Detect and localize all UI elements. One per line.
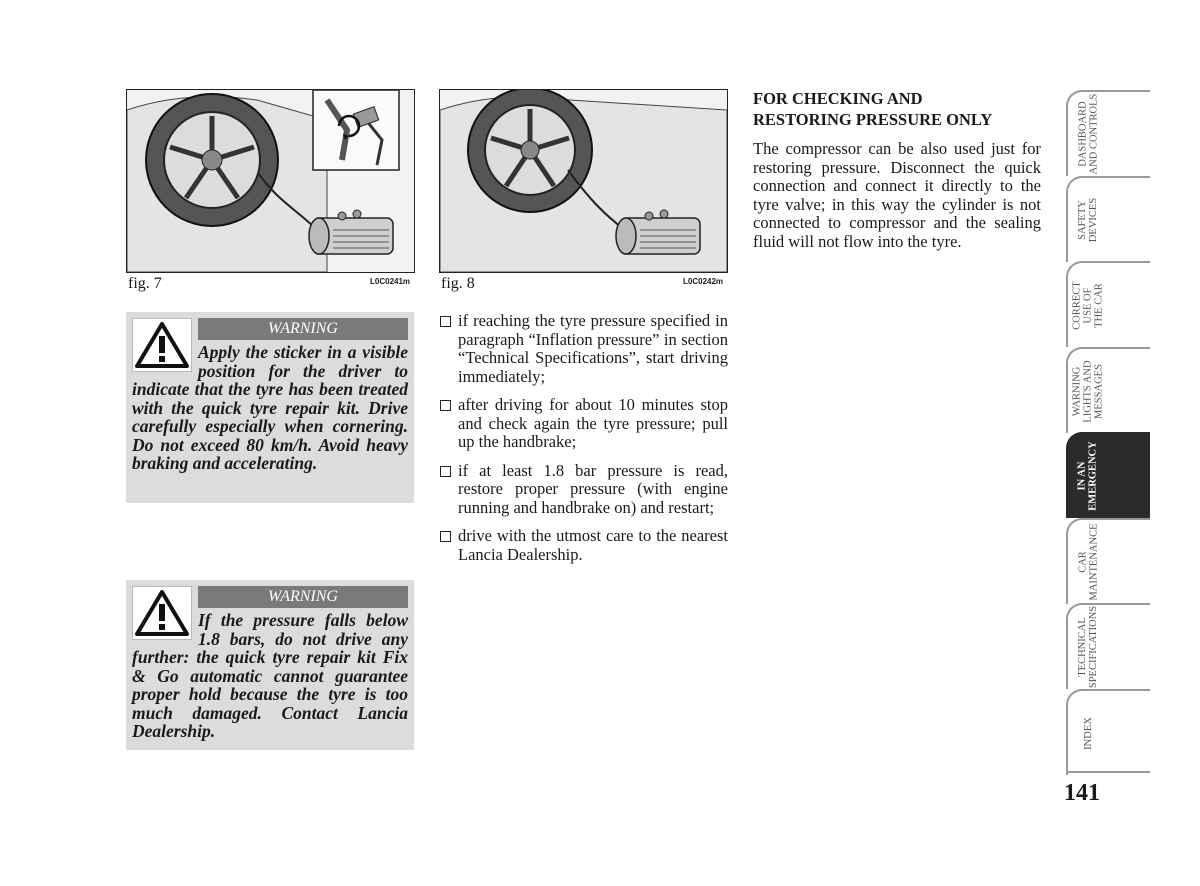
figure-8-label: fig. 8 bbox=[441, 275, 475, 292]
checkbox-bullet-icon bbox=[440, 316, 451, 327]
warning-text: If the pressure falls below 1.8 bars, do not drive any further: the quick tyre repair kit Fix & Go automatic cannot guarantee proper hold because the tyre is too much damaged. Contact Lancia Dealership. bbox=[132, 610, 408, 741]
warning-title: WARNING bbox=[198, 318, 408, 340]
page-number: 141 bbox=[1064, 780, 1100, 806]
figure-8-code: L0C0242m bbox=[683, 277, 724, 286]
figure-7-code: L0C0241m bbox=[370, 277, 411, 286]
tab-technical-specifications[interactable]: TECHNICAL SPECIFICATIONS bbox=[1066, 603, 1150, 689]
tab-car-maintenance[interactable]: CAR MAINTENANCE bbox=[1066, 518, 1150, 604]
figure-8-image bbox=[439, 89, 728, 273]
section-heading: FOR CHECKING AND RESTORING PRESSURE ONLY bbox=[753, 89, 993, 129]
tab-index[interactable]: INDEX bbox=[1066, 689, 1150, 775]
tab-safety-devices[interactable]: SAFETY DEVICES bbox=[1066, 176, 1150, 262]
figure-7-label: fig. 7 bbox=[128, 275, 162, 292]
tab-dashboard-and-controls[interactable]: DASHBOARD AND CONTROLS bbox=[1066, 90, 1150, 176]
checkbox-bullet-icon bbox=[440, 466, 451, 477]
list-item: if at least 1.8 bar pressure is read, restore proper pressure (with engine running and handbrake on) and restart; bbox=[438, 462, 728, 518]
warning-box-sticker bbox=[126, 312, 414, 503]
list-item: if reaching the tyre pressure specified in paragraph “Inflation pressure” in section “Technical Specifications”, start driving immediately; bbox=[438, 312, 728, 386]
instruction-list bbox=[438, 312, 728, 574]
figure-7-image bbox=[126, 89, 415, 273]
tabs-bottom-rule bbox=[1066, 771, 1150, 773]
warning-box-pressure bbox=[126, 580, 414, 750]
checkbox-bullet-icon bbox=[440, 400, 451, 411]
warning-title: WARNING bbox=[198, 586, 408, 608]
list-item: drive with the utmost care to the nearest Lancia Dealership. bbox=[438, 527, 728, 564]
checkbox-bullet-icon bbox=[440, 531, 451, 542]
tab-in-an-emergency[interactable]: IN AN EMERGENCY bbox=[1066, 432, 1150, 518]
list-item: after driving for about 10 minutes stop and check again the tyre pressure; pull up the handbrake; bbox=[438, 396, 728, 452]
warning-text: Apply the sticker in a visible position for the driver to indicate that the tyre has been treated with the quick tyre repair kit. Drive carefully especially when cornering. Do not exceed 80 km/h. Avoid heavy braking and accelerating. bbox=[132, 342, 408, 473]
section-paragraph: The compressor can be also used just for restoring pressure. Disconnect the quick connection and connect it directly to the tyre valve; in this way the cylinder is not connected to compressor and the sealing fluid will not flow into the tyre. bbox=[753, 139, 1041, 251]
tab-correct-use-of-the-car[interactable]: CORRECT USE OF THE CAR bbox=[1066, 261, 1150, 347]
tab-warning-lights-and-messages[interactable]: WARNING LIGHTS AND MESSAGES bbox=[1066, 347, 1150, 433]
